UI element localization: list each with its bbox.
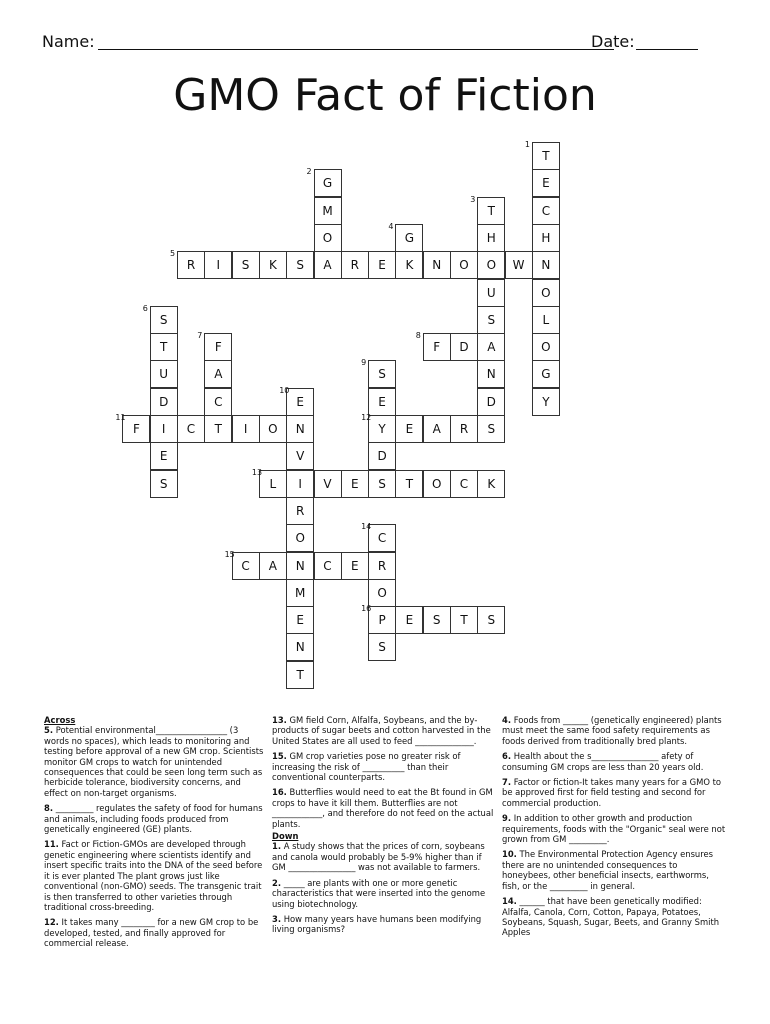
clue-number: 2	[306, 167, 312, 177]
clue-number: 7	[197, 331, 203, 341]
clue-down-4: 4. Foods from ______ (genetically engineered) plants must meet the same food safety requirements as foods derived from traditionally bred plants.	[502, 715, 722, 746]
cell-letter: I	[161, 422, 166, 436]
cell-letter: O	[322, 230, 333, 245]
cell-letter: S	[378, 367, 386, 382]
cell-letter: I	[216, 258, 221, 273]
grid-cell[interactable]	[423, 415, 451, 443]
cell-letter: E	[542, 176, 550, 191]
clue-number: 8	[415, 331, 421, 341]
grid-cell[interactable]	[532, 306, 560, 334]
grid-cell[interactable]	[251, 467, 287, 498]
date-field[interactable]	[636, 49, 698, 50]
grid-cell[interactable]	[259, 415, 287, 443]
grid-cell[interactable]	[477, 306, 505, 334]
grid-cell[interactable]	[259, 552, 287, 580]
cell-letter: M	[295, 585, 306, 600]
cell-letter: G	[404, 230, 415, 245]
name-label: Name:	[42, 32, 95, 51]
grid-cell[interactable]	[286, 470, 314, 498]
grid-cell[interactable]	[477, 388, 505, 416]
clue-down-2: 2. _____ are plants with one or more genetic characteristics that were inserted into the genome using biotechnology.	[272, 877, 486, 909]
clue-down-3: 3. How many years have humans been modifying living organisms?	[272, 913, 482, 935]
cell-letter: O	[486, 258, 497, 273]
cell-letter: Y	[542, 394, 550, 409]
grid-cell[interactable]	[150, 415, 178, 443]
grid-cell[interactable]	[532, 279, 560, 307]
grid-cell[interactable]	[286, 633, 314, 661]
cell-letter: C	[377, 531, 387, 546]
cell-letter: S	[487, 312, 496, 327]
clue-across-16: 16. Butterflies would need to eat the Bt found in GM crops to have it kill them. Butterflies are not ____________, and therefore do not feed on the actual plants.	[272, 787, 494, 829]
clue-down-14: 14. ______ that have been genetically modified: Alfalfa, Canola, Corn, Cotton, Papaya, Potatoes, Soybeans, Squash, Sugar, Beets, and Granny Smith Apples	[502, 896, 720, 938]
clue-across-5: 5. Potential environmental_________________ (3 words no spaces), which leads to monitoring and testing before approval of a new GM crop. Scientists monitor GM crops to watch for unintended consequences that could be seen long term such as herbicide tolerance, biodiversity concerns, and effect on non-target organisms.	[44, 725, 264, 798]
cell-letter: S	[487, 613, 496, 628]
cell-letter: F	[433, 340, 441, 355]
grid-cell[interactable]	[395, 251, 423, 279]
grid-cell[interactable]	[423, 606, 451, 634]
grid-cell[interactable]	[341, 552, 369, 580]
clue-down-6: 6. Health about the s________________ afety of consuming GM crops are less than 20 years old.	[502, 751, 704, 772]
cell-letter: H	[486, 230, 496, 245]
cell-letter: D	[486, 394, 496, 409]
grid-cell[interactable]	[423, 251, 451, 279]
grid-cell[interactable]	[286, 579, 314, 607]
clue-number: 13	[251, 467, 263, 477]
cell-letter: S	[159, 312, 168, 327]
grid-cell[interactable]	[368, 552, 396, 580]
date-label: Date:	[591, 32, 635, 51]
grid-cell[interactable]	[415, 331, 451, 361]
cell-letter: P	[378, 613, 386, 628]
cell-letter: I	[298, 476, 302, 491]
grid-cell[interactable]	[368, 633, 396, 661]
grid-cell[interactable]	[177, 415, 205, 443]
cell-letter: A	[268, 558, 277, 573]
cell-letter: F	[214, 340, 222, 355]
cell-letter: T	[296, 667, 304, 682]
clues-column-3	[502, 715, 726, 943]
clue-number: 3	[470, 194, 476, 204]
cell-letter: E	[405, 422, 414, 436]
cell-letter: E	[351, 558, 359, 573]
cell-letter: O	[541, 340, 551, 355]
cell-letter: G	[541, 367, 551, 382]
page-title: GMO Fact of Fiction	[173, 70, 597, 121]
cell-letter: C	[214, 394, 223, 409]
cell-letter: O	[431, 476, 442, 491]
cell-letter: T	[460, 613, 468, 628]
grid-cell[interactable]	[532, 333, 560, 361]
clue-down-7: 7. Factor or fiction-It takes many years for a GMO to be approved first for field testing and second for commercial production.	[502, 777, 721, 808]
clue-number: 9	[361, 358, 367, 368]
grid-cell[interactable]	[450, 606, 478, 634]
cell-letter: S	[296, 258, 304, 273]
grid-cell[interactable]	[286, 251, 314, 279]
cell-letter: A	[432, 422, 441, 436]
clue-down-10: 10. The Environmental Protection Agency ensures there are no unintended consequences to honeybees, other beneficial insects, earthworms, fish, or the _________ in general.	[502, 849, 714, 891]
grid-cell[interactable]	[388, 221, 423, 252]
cell-letter: C	[541, 203, 551, 218]
clue-number: 16	[361, 604, 372, 614]
grid-cell[interactable]	[170, 249, 205, 279]
grid-cell[interactable]	[150, 360, 178, 388]
clues-column-2	[272, 715, 494, 940]
grid-cell[interactable]	[361, 358, 396, 388]
cell-letter: Y	[378, 422, 386, 436]
grid-cell[interactable]	[150, 388, 178, 416]
cell-letter: S	[159, 476, 168, 491]
cell-letter: N	[486, 367, 496, 382]
grid-cell[interactable]	[361, 522, 396, 552]
cell-letter: A	[214, 367, 223, 382]
grid-cell[interactable]	[532, 251, 560, 279]
cell-letter: N	[295, 422, 305, 436]
grid-cell[interactable]	[450, 251, 478, 279]
clue-number: 11	[115, 413, 126, 422]
clue-down-9: 9. In addition to other growth and production requirements, foods with the "Organic" seal were not grown from GM _________.	[502, 813, 726, 845]
grid-cell[interactable]	[395, 415, 423, 443]
grid-cell[interactable]	[314, 552, 342, 580]
cell-letter: F	[132, 422, 140, 436]
cell-letter: K	[487, 476, 496, 491]
cell-letter: E	[405, 613, 414, 628]
grid-cell[interactable]	[524, 140, 560, 170]
clue-across-8: 8. _________ regulates the safety of food for humans and animals, including foods produced from genetically engineered (GE) plants.	[44, 803, 263, 835]
grid-cell[interactable]	[314, 224, 342, 252]
clue-number: 4	[388, 221, 394, 231]
cell-letter: H	[541, 230, 551, 245]
cell-letter: S	[487, 422, 496, 436]
cell-letter: R	[459, 422, 469, 436]
cell-letter: D	[159, 394, 169, 409]
clue-across-12: 12. It takes many ________ for a new GM crop to be developed, tested, and finally approved for commercial release.	[44, 917, 259, 949]
grid-cell[interactable]	[150, 333, 178, 361]
cell-letter: E	[378, 394, 386, 409]
cell-letter: D	[459, 340, 469, 355]
grid-cell[interactable]	[314, 470, 342, 498]
cell-letter: R	[186, 258, 196, 273]
grid-cell[interactable]	[204, 251, 232, 279]
cell-letter: A	[323, 258, 332, 273]
cell-letter: S	[378, 476, 386, 491]
grid-cell[interactable]	[286, 606, 314, 634]
cell-letter: U	[159, 367, 169, 382]
grid-cell[interactable]	[532, 388, 560, 416]
grid-cell[interactable]	[477, 251, 505, 279]
cell-letter: T	[487, 203, 495, 218]
cell-letter: N	[432, 258, 442, 273]
cell-letter: I	[243, 422, 248, 436]
cell-letter: S	[378, 640, 386, 655]
cell-letter: U	[486, 285, 496, 300]
cell-letter: K	[405, 258, 414, 273]
cell-letter: S	[432, 613, 441, 628]
grid-cell[interactable]	[341, 251, 369, 279]
grid-cell[interactable]	[204, 415, 232, 443]
grid-cell[interactable]	[477, 415, 505, 443]
grid-cell[interactable]	[361, 604, 396, 634]
grid-cell[interactable]	[470, 194, 505, 225]
grid-cell[interactable]	[286, 497, 314, 525]
grid-cell[interactable]	[395, 470, 423, 498]
cell-letter: E	[351, 476, 359, 491]
grid-cell[interactable]	[361, 413, 396, 443]
grid-cell[interactable]	[150, 442, 178, 470]
cell-letter: D	[377, 449, 387, 464]
grid-cell[interactable]	[368, 251, 396, 279]
grid-cell[interactable]	[532, 197, 560, 225]
cell-letter: T	[405, 476, 414, 491]
cell-letter: O	[268, 422, 278, 436]
cell-letter: M	[322, 203, 333, 218]
cell-letter: L	[269, 476, 277, 491]
grid-cell[interactable]	[341, 470, 369, 498]
cell-letter: V	[323, 476, 332, 491]
grid-cell[interactable]	[532, 224, 560, 252]
cell-letter: O	[295, 531, 305, 546]
grid-cell[interactable]	[204, 360, 232, 388]
grid-cell[interactable]	[314, 197, 342, 225]
grid-cell[interactable]	[115, 413, 150, 443]
clue-down-1: 1. A study shows that the prices of corn, soybeans and canola would probably be 5-9% higher than if GM ________________ was not available to farmers.	[272, 841, 485, 873]
grid-cell[interactable]	[450, 470, 478, 498]
clue-across-13: 13. GM field Corn, Alfalfa, Soybeans, and the by-products of sugar beets and cotton harvested in the United States are all used to feed ______________.	[272, 715, 491, 746]
cell-letter: N	[295, 558, 305, 573]
grid-cell[interactable]	[286, 661, 314, 689]
grid-cell[interactable]	[286, 415, 314, 443]
grid-cell[interactable]	[368, 579, 396, 607]
across-heading: Across	[44, 715, 76, 725]
grid-cell[interactable]	[477, 333, 505, 361]
cell-letter: T	[214, 422, 222, 436]
cell-letter: N	[541, 258, 551, 273]
cell-letter: R	[296, 503, 305, 518]
grid-cell[interactable]	[286, 524, 314, 552]
clue-number: 5	[170, 249, 176, 259]
grid-cell[interactable]	[368, 470, 396, 498]
grid-cell[interactable]	[532, 169, 560, 197]
clue-number: 6	[142, 303, 148, 313]
cell-letter: L	[542, 312, 550, 327]
cell-letter: O	[541, 285, 551, 300]
cell-letter: K	[268, 258, 277, 273]
grid-cell[interactable]	[286, 552, 314, 580]
grid-cell[interactable]	[306, 167, 342, 197]
clues-column-1	[44, 715, 264, 954]
grid-cell[interactable]	[505, 251, 533, 279]
clue-number: 1	[524, 140, 530, 149]
cell-letter: T	[160, 340, 168, 355]
down-heading: Down	[272, 831, 299, 842]
cell-letter: E	[159, 449, 168, 464]
cell-letter: C	[186, 422, 196, 436]
clue-across-11: 11. Fact or Fiction-GMOs are developed through genetic engineering where scientists identify and insert specific traits into the DNA of the seed before it is ever planted The plant grows just like conventional (non-GMO) seeds. The transgenic trait is then transferred to other varieties through traditional cross-breeding.	[44, 839, 263, 912]
cell-letter: O	[459, 258, 469, 273]
cell-letter: G	[322, 176, 333, 191]
grid-cell[interactable]	[450, 333, 478, 361]
cell-letter: E	[296, 394, 304, 409]
grid-cell[interactable]	[368, 442, 396, 470]
cell-letter: A	[487, 340, 496, 355]
grid-cell[interactable]	[477, 470, 505, 498]
grid-cell[interactable]	[477, 360, 505, 388]
clue-across-15: 15. GM crop varieties pose no greater risk of increasing the risk of __________ than their conventional counterparts.	[272, 751, 461, 783]
grid-cell[interactable]	[279, 385, 314, 416]
grid-cell[interactable]	[477, 606, 505, 634]
name-field[interactable]	[98, 49, 614, 50]
cell-letter: O	[377, 585, 387, 600]
grid-cell[interactable]	[286, 442, 314, 470]
name-date-row	[42, 32, 702, 56]
cell-letter: E	[378, 258, 386, 273]
cell-letter: W	[512, 258, 525, 273]
grid-cell[interactable]	[395, 606, 423, 634]
clue-number: 15	[224, 549, 235, 559]
grid-cell[interactable]	[368, 388, 396, 416]
grid-cell[interactable]	[142, 303, 178, 334]
cell-letter: C	[459, 476, 469, 491]
cell-letter: V	[296, 449, 305, 464]
grid-cell[interactable]	[259, 251, 287, 279]
grid-cell[interactable]	[150, 470, 178, 498]
grid-cell[interactable]	[450, 415, 478, 443]
cell-letter: S	[241, 258, 250, 273]
grid-cell[interactable]	[532, 360, 560, 388]
grid-cell[interactable]	[224, 549, 260, 580]
cell-letter: R	[377, 558, 387, 573]
clue-number: 10	[279, 385, 290, 395]
cell-letter: E	[296, 613, 304, 628]
grid-cell[interactable]	[314, 251, 342, 279]
cell-letter: N	[295, 640, 305, 655]
cell-letter: T	[542, 149, 550, 163]
grid-cell[interactable]	[477, 224, 505, 252]
cell-letter: R	[350, 258, 359, 273]
cell-letter: C	[323, 558, 332, 573]
grid-cell[interactable]	[197, 331, 232, 361]
grid-cell[interactable]	[204, 388, 232, 416]
grid-cell[interactable]	[477, 279, 505, 307]
grid-cell[interactable]	[232, 251, 260, 279]
cell-letter: C	[241, 558, 250, 573]
clue-number: 14	[361, 522, 372, 532]
grid-cell[interactable]	[423, 470, 451, 498]
clue-number: 12	[361, 413, 372, 422]
grid-cell[interactable]	[232, 415, 260, 443]
